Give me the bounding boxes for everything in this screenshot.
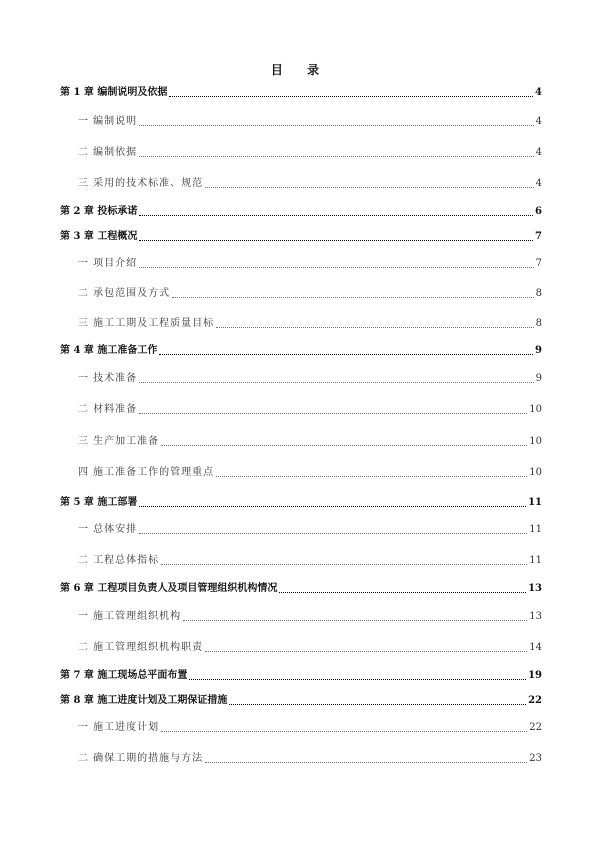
dot-leader (139, 124, 533, 126)
toc-entry[interactable] (78, 257, 542, 271)
toc-entry-label: 第 5 章 施工部署 (60, 497, 138, 508)
toc-entry[interactable] (60, 205, 542, 219)
dot-leader (139, 412, 527, 414)
toc-entry-label: 二 材料准备 (78, 404, 138, 415)
dot-leader (205, 761, 527, 763)
dot-leader (279, 591, 526, 593)
toc-entry-label: 第 6 章 工程项目负责人及项目管理组织机构情况 (60, 583, 278, 594)
toc-entry-page: 4 (535, 87, 542, 98)
toc-entry-page: 10 (529, 467, 542, 478)
dot-leader (161, 730, 527, 732)
toc-entry[interactable] (78, 403, 542, 417)
dot-leader (205, 186, 533, 188)
toc-entry-label: 三 生产加工准备 (78, 436, 160, 447)
toc-entry[interactable] (78, 466, 542, 480)
toc-entry[interactable] (78, 177, 542, 191)
toc-entry[interactable] (78, 523, 542, 537)
toc-entry-label: 一 编制说明 (78, 116, 138, 127)
dot-leader (169, 95, 533, 97)
toc-entry-label: 二 确保工期的措施与方法 (78, 753, 204, 764)
toc-entry-page: 7 (535, 258, 542, 269)
toc-entry[interactable] (78, 317, 542, 331)
toc-entry-page: 11 (528, 497, 542, 508)
dot-leader (216, 475, 527, 477)
toc-entry-label: 二 工程总体指标 (78, 555, 160, 566)
toc-entry-page: 22 (529, 722, 542, 733)
toc-entry-page: 7 (535, 231, 542, 242)
toc-entry-page: 22 (528, 695, 542, 706)
toc-entry-page: 19 (528, 670, 542, 681)
toc-entry-label: 一 施工进度计划 (78, 722, 160, 733)
toc-entry[interactable] (60, 669, 542, 683)
dot-leader (161, 444, 527, 446)
toc-entry-page: 9 (535, 345, 542, 356)
toc-entry-page: 13 (528, 583, 542, 594)
dot-leader (139, 532, 527, 534)
dot-leader (183, 619, 527, 621)
dot-leader (139, 381, 533, 383)
toc-entry[interactable] (78, 287, 542, 301)
toc-entry-label: 二 编制依据 (78, 147, 138, 158)
toc-entry-label: 二 施工管理组织机构职责 (78, 642, 204, 653)
toc-entry-label: 一 项目介绍 (78, 258, 138, 269)
toc-entry-page: 10 (529, 436, 542, 447)
toc-entry-label: 第 8 章 施工进度计划及工期保证措施 (60, 695, 228, 706)
toc-entry-label: 一 技术准备 (78, 373, 138, 384)
toc-entry-label: 第 1 章 编制说明及依据 (60, 87, 168, 98)
toc-entry[interactable] (78, 372, 542, 386)
toc-entry-label: 三 施工工期及工程质量目标 (78, 318, 215, 329)
toc-entry[interactable] (60, 230, 542, 244)
dot-leader (172, 296, 533, 298)
toc-entry[interactable] (60, 582, 542, 596)
toc-entry[interactable] (78, 641, 542, 655)
page-title: 目 录 (270, 63, 330, 77)
toc-entry-label: 三 采用的技术标准、规范 (78, 178, 204, 189)
toc-entry-page: 11 (529, 555, 542, 566)
toc-entry[interactable] (78, 752, 542, 766)
toc-entry-label: 一 施工管理组织机构 (78, 611, 182, 622)
toc-entry-page: 8 (535, 288, 542, 299)
toc-entry-page: 4 (535, 116, 542, 127)
toc-entry[interactable] (78, 435, 542, 449)
toc-entry-label: 第 7 章 施工现场总平面布置 (60, 670, 188, 681)
dot-leader (139, 239, 533, 241)
toc-entry-page: 14 (529, 642, 542, 653)
toc-entry[interactable] (78, 721, 542, 735)
dot-leader (139, 155, 533, 157)
dot-leader (139, 505, 526, 507)
dot-leader (159, 353, 533, 355)
toc-entry[interactable] (60, 694, 542, 708)
toc-entry[interactable] (60, 86, 542, 100)
toc-entry-page: 8 (535, 318, 542, 329)
dot-leader (139, 266, 533, 268)
toc-entry[interactable] (78, 115, 542, 129)
dot-leader (216, 326, 533, 328)
dot-leader (189, 678, 526, 680)
toc-entry[interactable] (60, 496, 542, 510)
toc-entry[interactable] (60, 344, 542, 358)
toc-entry-label: 第 2 章 投标承诺 (60, 206, 138, 217)
dot-leader (205, 650, 527, 652)
toc-entry-page: 10 (529, 404, 542, 415)
toc-entry[interactable] (78, 554, 542, 568)
toc-entry-label: 第 3 章 工程概况 (60, 231, 138, 242)
toc-entry-page: 4 (535, 147, 542, 158)
dot-leader (229, 703, 526, 705)
toc-entry-label: 二 承包范围及方式 (78, 288, 171, 299)
toc-entry-page: 13 (529, 611, 542, 622)
toc-entry-label: 第 4 章 施工准备工作 (60, 345, 158, 356)
toc-entry-page: 11 (529, 524, 542, 535)
toc-entry-page: 23 (529, 753, 542, 764)
dot-leader (139, 214, 533, 216)
toc-entry-label: 一 总体安排 (78, 524, 138, 535)
toc-entry-page: 9 (535, 373, 542, 384)
toc-entry[interactable] (78, 146, 542, 160)
toc-entry-label: 四 施工准备工作的管理重点 (78, 467, 215, 478)
toc-entry-page: 6 (535, 206, 542, 217)
dot-leader (161, 563, 527, 565)
toc-entry-page: 4 (535, 178, 542, 189)
toc-entry[interactable] (78, 610, 542, 624)
